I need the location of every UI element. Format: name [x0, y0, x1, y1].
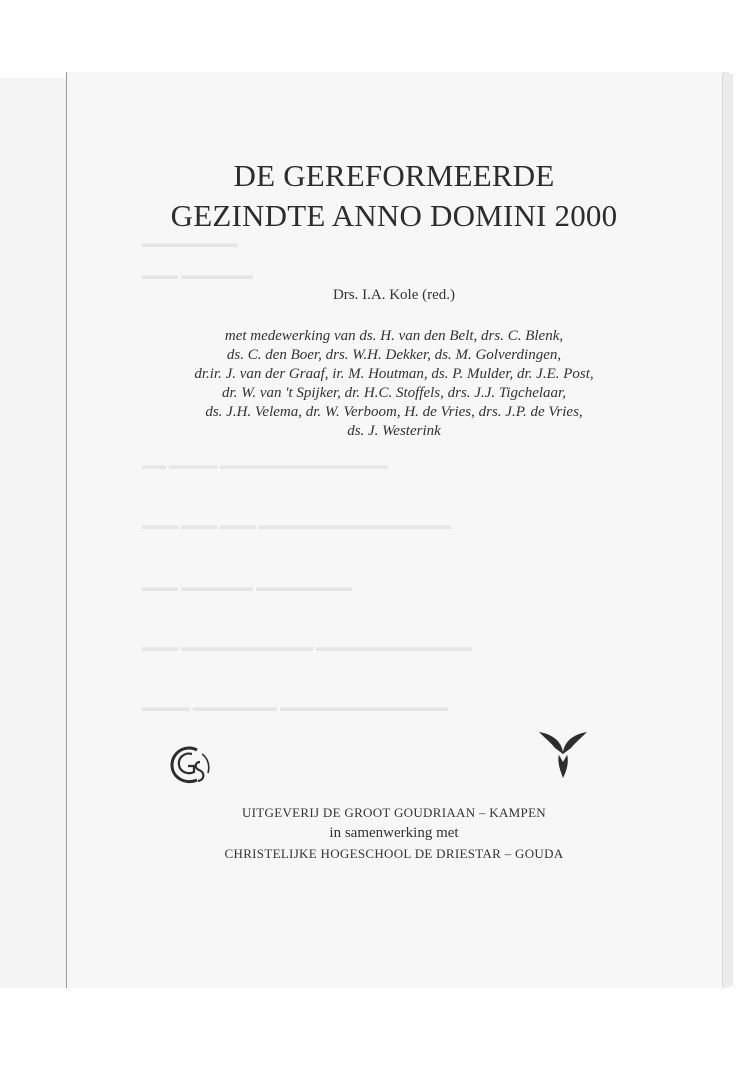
publisher-name: UITGEVERIJ DE GROOT GOUDRIAAN – KAMPEN — [241, 805, 546, 820]
cooperation-text: in samenwerking met — [329, 825, 459, 841]
contributors-line: dr. W. van 't Spijker, dr. H.C. Stoffels, drs. J.J. Tigchelaar, — [222, 385, 566, 401]
gs-monogram-logo — [164, 740, 220, 790]
contributors-line: met medewerking van ds. H. van den Belt, drs. C. Blenk, — [224, 328, 564, 344]
contributors-line: ds. J.H. Velema, dr. W. Verboom, H. de Vries, drs. J.P. de Vries, — [205, 404, 583, 420]
partner-institution: CHRISTELIJKE HOGESCHOOL DE DRIESTAR – GOUDA — [224, 846, 564, 861]
bleed-through-decoration: ▬▬▬ ▬▬▬ ▬▬▬ ▬▬▬▬▬▬▬▬▬▬▬▬▬▬▬▬ — [142, 518, 451, 532]
bleed-through-decoration: ▬▬▬ ▬▬▬▬▬▬▬▬▬▬▬ ▬▬▬▬▬▬▬▬▬▬▬▬▬ — [142, 640, 472, 654]
title-line-2: GEZINDTE ANNO DOMINI 2000 — [170, 198, 618, 233]
bleed-through-decoration: ▬▬▬ ▬▬▬▬▬▬ — [142, 268, 253, 282]
contributors-line: ds. C. den Boer, drs. W.H. Dekker, ds. M. Golverdingen, — [226, 347, 562, 363]
bleed-through-decoration: ▬▬▬▬ ▬▬▬▬▬▬▬ ▬▬▬▬▬▬▬▬▬▬▬▬▬▬ — [142, 700, 448, 714]
book-title — [66, 156, 722, 236]
contributors-line: dr.ir. J. van der Graaf, ir. M. Houtman, ds. P. Mulder, dr. J.E. Post, — [194, 366, 594, 382]
bleed-through-decoration: ▬▬▬ ▬▬▬▬▬▬ ▬▬▬▬▬▬▬▬ — [142, 580, 352, 594]
bleed-through-decoration: ▬▬▬▬▬▬▬▬ — [142, 236, 238, 250]
contributors-list — [66, 327, 722, 441]
scan-background — [0, 78, 66, 988]
publisher-block — [66, 805, 722, 862]
title-line-1: DE GEREFORMEERDE — [233, 158, 555, 193]
page-edge — [722, 74, 733, 986]
triangle-star-logo — [533, 724, 593, 780]
bleed-through-decoration: ▬▬ ▬▬▬▬ ▬▬▬▬▬▬▬▬▬▬▬▬▬▬ — [142, 458, 388, 472]
contributors-line: ds. J. Westerink — [347, 423, 441, 439]
editor-credit: Drs. I.A. Kole (red.) — [332, 287, 456, 303]
